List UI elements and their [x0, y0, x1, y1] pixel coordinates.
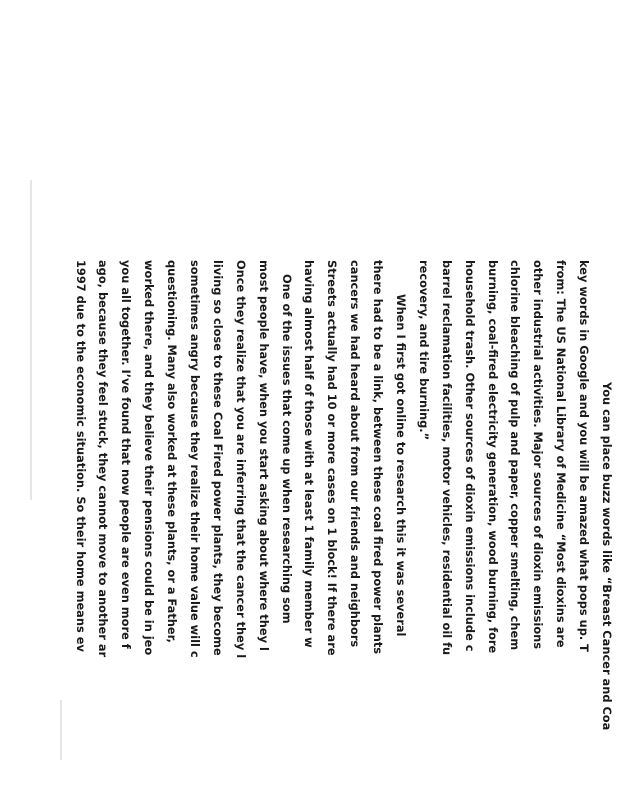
- text-line: barrel reclamation facilities, motor vehicles, residential oil fu: [439, 260, 454, 656]
- text-line: other industrial activities. Major sources of dioxin emissions: [531, 260, 546, 650]
- text-line: Once they realize that you are inferring that the cancer they l: [233, 260, 248, 659]
- text-line: having almost half of those with at least 1 family member w: [302, 260, 317, 648]
- text-line: One of the issues that come up when researching som: [279, 274, 294, 624]
- text-line: worked there, and they believe their pensions could be in jeo: [142, 260, 157, 656]
- text-line: there had to be a link, between these coal fired power plants: [371, 260, 386, 655]
- text-line: chlorine bleaching of pulp and paper, copper smelting, chem: [508, 260, 523, 651]
- text-line: You can place buzz words like “Breast Cancer and Coa: [600, 382, 614, 731]
- text-line: you all together. I’ve found that now people are even more f: [119, 260, 134, 649]
- text-line: household trash. Other sources of dioxin emissions include c: [462, 260, 477, 652]
- text-line: 1997 due to the economic situation. So their home means ev: [73, 260, 88, 652]
- text-line: living so close to these Coal Fired power plants, they become: [210, 260, 225, 656]
- text-line: recovery, and tire burning.”: [416, 260, 431, 441]
- scan-edge-mark: [60, 700, 62, 760]
- text-line: burning, coal-fired electricity generation, wood burning, fore: [485, 260, 500, 654]
- text-line: cancers we had heard about from our friends and neighbors: [348, 260, 363, 648]
- text-line: from: The US National Library of Medicine “Most dioxins are: [554, 260, 569, 648]
- scan-edge-mark: [30, 180, 32, 500]
- text-line: most people have, when you start asking about where they l: [256, 260, 271, 651]
- text-line: questioning. Many also worked at these plants, or a Father,: [165, 260, 180, 643]
- text-line: Streets actually had 10 or more cases on 1 block! If there are: [325, 260, 340, 656]
- text-line: When I first got online to research this it was several: [393, 294, 408, 637]
- text-line: sometimes angry because they realize their home value will c: [187, 260, 202, 658]
- text-line: key words in Google and you will be amazed what pops up. T: [577, 260, 592, 652]
- text-line: ago, because they feel stuck, they cannot move to another ar: [96, 260, 111, 658]
- rotated-text-block: [69, 260, 618, 800]
